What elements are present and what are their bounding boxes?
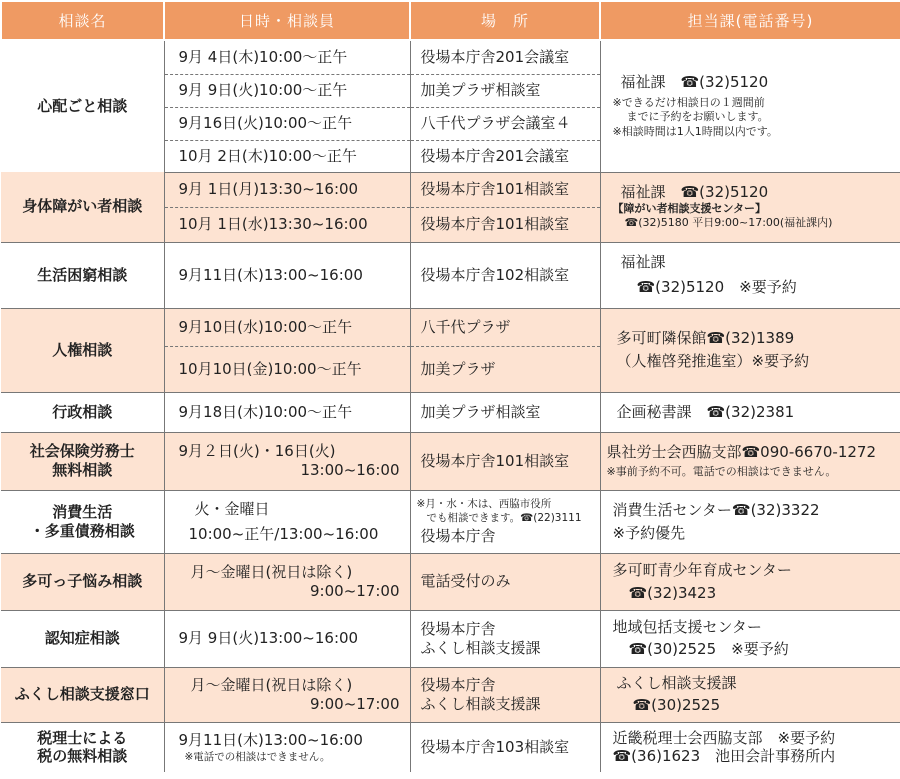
table-row [1,172,900,207]
contact-center: 【障がい者相談支援センター】 [612,202,767,216]
row-slot: 9月11日(木)13:00~16:00 [178,730,363,749]
row-place: 八千代プラザ [410,308,600,346]
row-name-line: ・多重債務相談 [29,521,135,540]
row-place: 役場本庁舎201会議室 [410,40,600,74]
row-place: 役場本庁舎101相談室 [410,172,600,207]
row-slot-time: 10:00~正午/13:00~16:00 [188,524,379,543]
row-place: 役場本庁舎102相談室 [410,242,600,308]
row-slot: 月～金曜日(祝日は除く) [190,675,353,694]
table-row [1,432,900,490]
row-contact [600,610,900,667]
table-row [1,242,900,308]
row-place [410,610,600,667]
table-row [1,722,900,772]
table-row [1,308,900,346]
row-place: 役場本庁舎101相談室 [410,207,600,242]
row-slot-time: 13:00~16:00 [300,461,400,479]
row-place: 電話受付のみ [410,553,600,610]
contact-line: ☎(36)1623 池田会計事務所内 [612,747,836,766]
contact-line: 多可町隣保館☎(32)1389 [616,329,795,348]
row-name-line: 社会保険労務士 [29,442,135,461]
row-place: 加美プラザ [410,346,600,392]
place-line: 役場本庁舎 [420,527,496,546]
header-row [1,1,900,40]
row-slot: 9月２日(火)・16日(火) [178,442,336,461]
row-name: 生活困窮相談 [1,242,164,308]
contact-line: 近畿税理士会西脇支部 ※要予約 [612,728,836,747]
contact-line: 福祉課 [620,253,666,272]
contact-line: ☎(30)2525 ※要予約 [628,640,789,658]
row-name: 人権相談 [1,308,164,392]
place-line: 役場本庁舎 [420,619,496,638]
contact-note: までに予約をお願いします。 [626,110,769,124]
row-slot: 9月11日(木)13:00~16:00 [178,265,363,284]
row-contact [600,432,900,490]
place-note: でも相談できます。☎(22)3111 [426,512,582,525]
row-place: 加美プラザ相談室 [410,74,600,107]
row-place: 役場本庁舎101相談室 [410,432,600,490]
contact-line: 福祉課 ☎(32)5120 [620,73,769,92]
contact-line: 多可町青少年育成センター [612,560,792,579]
place-line: ふくし相談支援課 [420,638,541,657]
row-contact [600,242,900,308]
row-slot: 10月10日(金)10:00～正午 [178,359,362,378]
row-contact [600,553,900,610]
row-contact [600,490,900,553]
table-row [1,490,900,553]
row-contact [600,308,900,392]
table-row [1,553,900,610]
contact-line: 企画秘書課 ☎(32)2381 [616,402,795,421]
header-contact: 担当課(電話番号) [600,1,900,40]
contact-line: 県社労士会西脇支部☎090-6670-1272 [606,442,876,461]
place-line: 役場本庁舎 [420,675,496,694]
row-slot: 10月 1日(水)13:30~16:00 [178,215,368,234]
row-slot: 9月 9日(火)10:00～正午 [178,81,348,100]
table-row [1,667,900,722]
row-name-line: 無料相談 [52,461,113,479]
row-name: ふくし相談支援窓口 [1,667,164,722]
row-name-line: 税理士による [37,728,128,747]
row-slot: 9月18日(木)10:00～正午 [178,402,353,421]
row-contact [600,40,900,172]
row-slot: 10月 2日(木)10:00～正午 [178,146,357,165]
table-row [1,392,900,432]
contact-line: ☎(32)5120 ※要予約 [636,278,797,296]
header-place: 場 所 [410,1,600,40]
row-place: 加美プラザ相談室 [410,392,600,432]
row-slot: 9月10日(水)10:00～正午 [178,317,353,336]
row-slot: 火・金曜日 [194,499,270,518]
place-line: ふくし相談支援課 [420,694,541,713]
contact-note: ※事前予約不可。電話での相談はできません。 [606,464,837,478]
row-contact [600,172,900,242]
row-place: 八千代プラザ会議室４ [410,107,600,140]
row-slot: 9月 4日(木)10:00～正午 [178,47,348,66]
slot-note: ※電話での相談はできません。 [184,750,331,763]
contact-note: ※できるだけ相談日の１週間前 [612,96,765,110]
contact-line: ☎(32)3423 [628,583,717,602]
row-slot: 9月 9日(火)13:00~16:00 [178,629,359,648]
row-name: 身体障がい者相談 [1,172,164,242]
row-contact [600,667,900,722]
contact-line: ふくし相談支援課 [616,674,737,693]
row-slot: 月～金曜日(祝日は除く) [190,562,353,581]
contact-line: ☎(30)2525 [632,696,721,714]
contact-line: ※予約優先 [612,523,686,542]
row-slot-time: 9:00~17:00 [310,581,400,600]
row-name: 行政相談 [1,392,164,432]
row-place: 役場本庁舎103相談室 [410,722,600,772]
row-place [410,667,600,722]
row-name: 多可っ子悩み相談 [1,553,164,610]
contact-line: 地域包括支援センター [612,618,762,637]
row-name [1,432,164,490]
row-contact [600,722,900,772]
row-slot: 9月 1日(月)13:30~16:00 [178,180,359,199]
row-slot: 9月16日(火)10:00～正午 [178,114,353,133]
row-name [1,722,164,772]
header-name: 相談名 [1,1,164,40]
row-name: 認知症相談 [1,610,164,667]
row-place [410,490,600,553]
row-name [1,490,164,553]
row-slot-time: 9:00~17:00 [310,694,400,713]
contact-phone: ☎(32)5180 平日9:00~17:00(福祉課内) [624,216,833,230]
contact-note: ※相談時間は1人1時間以内です。 [612,124,778,138]
table-row [1,610,900,667]
contact-line: （人権啓発推進室）※要予約 [616,352,810,370]
row-place: 役場本庁舎201会議室 [410,140,600,172]
header-datetime: 日時・相談員 [164,1,410,40]
row-name: 心配ごと相談 [37,97,128,116]
contact-line: 消費生活センター☎(32)3322 [612,500,820,519]
contact-line: 福祉課 ☎(32)5120 [620,183,769,202]
row-name-line: 税の無料相談 [37,747,128,766]
row-contact [600,392,900,432]
row-name-line: 消費生活 [52,502,113,521]
place-note: ※月・水・木は、西脇市役所 [416,497,552,510]
table-row [1,40,900,74]
